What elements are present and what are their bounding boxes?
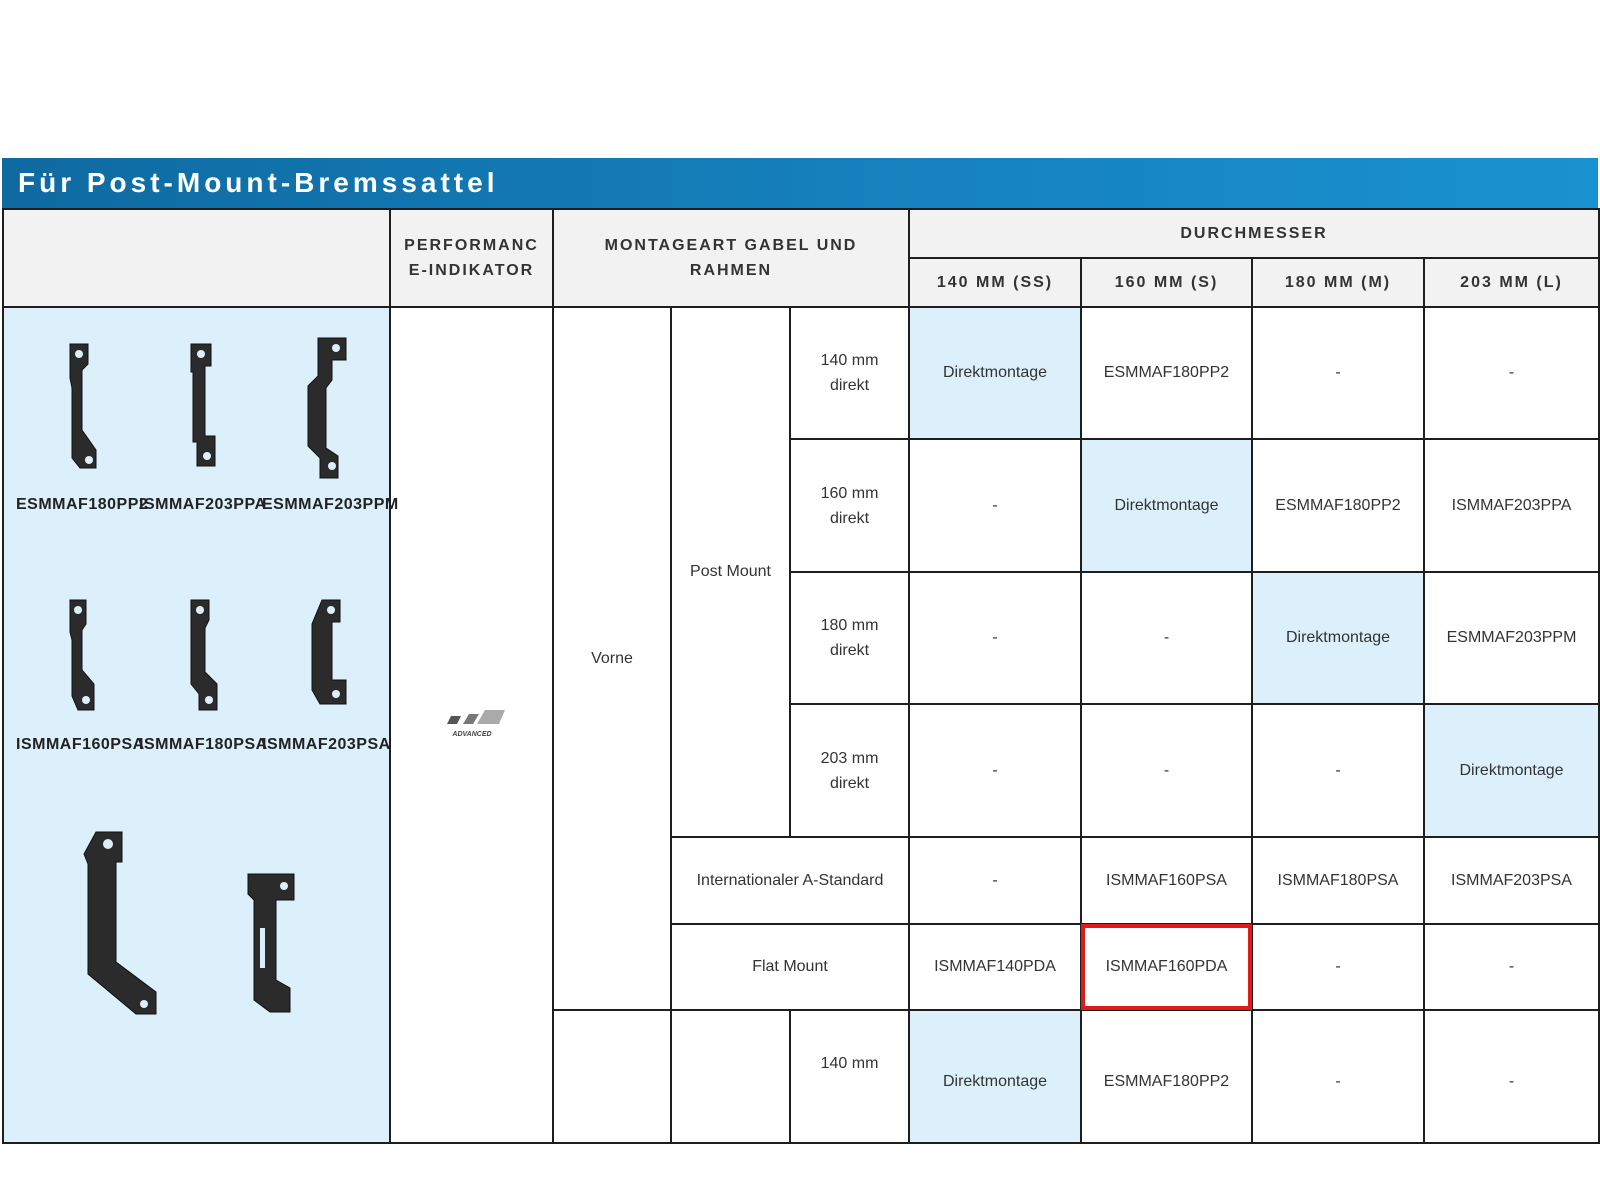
diameter-140-header: 140 MM (SS) [909,258,1081,307]
product-label: ISMMAF160PSA [16,736,145,753]
post-mount-cell: Post Mount [671,307,790,837]
adapter-bracket-icon [294,338,354,478]
row-flat-label: Flat Mount [671,924,909,1010]
adapter-bracket-icon [171,338,231,478]
products-header [3,209,390,307]
cell-203-160: - [1081,704,1252,836]
diameter-180-header: 180 MM (M) [1252,258,1424,307]
adapter-bracket-icon [48,598,108,718]
product-ismmaf160psa [16,598,145,757]
cell-140-160: ESMMAF180PP2 [1081,307,1252,439]
product-label: ISMMAF203PPA [139,496,267,513]
cell-160-180: ESMMAF180PP2 [1252,439,1424,571]
page-title: Für Post-Mount-Bremssattel [2,158,1598,208]
product-esmmaf203ppm [262,338,399,517]
cell-intl-203: ISMMAF203PSA [1424,837,1599,924]
durchmesser-header: DURCHMESSER [909,209,1599,258]
cell-180-140: - [909,572,1081,704]
performance-indicator-cell [390,307,553,1143]
svg-text:ADVANCED: ADVANCED [451,731,492,738]
next-cell-140-180: - [1252,1010,1424,1143]
row-intl-label: Internationaler A-Standard [671,837,909,924]
products-cell [3,307,399,1143]
row-180-label: 180 mm direkt [790,572,909,704]
flat-mount-adapter-image-2 [238,868,308,1023]
cell-140-140: Direktmontage [909,307,1081,439]
montage-header: MONTAGEART GABEL UND RAHMEN [553,209,909,307]
cell-intl-140: - [909,837,1081,924]
cell-160-203: ISMMAF203PPA [1424,439,1599,571]
flat-mount-bracket-icon [238,868,308,1018]
product-label: ESMMAF203PPM [262,496,399,513]
adapter-bracket-icon [171,598,231,718]
row-160-label: 160 mm direkt [790,439,909,571]
product-ismmaf180psa [139,598,268,757]
row-140-label: 140 mm direkt [790,307,909,439]
cell-intl-160: ISMMAF160PSA [1081,837,1252,924]
next-row-140-label: 140 mm [790,1010,909,1143]
product-label: ISMMAF180PSA [139,736,268,753]
cell-160-160: Direktmontage [1081,439,1252,571]
product-esmmaf180pp2 [16,338,149,517]
advanced-logo-icon [437,710,507,740]
next-cell-140-160: ESMMAF180PP2 [1081,1010,1252,1143]
adapter-bracket-icon [48,338,108,478]
flat-mount-bracket-icon [78,828,168,1018]
cell-160-140: - [909,439,1081,571]
cell-180-160: - [1081,572,1252,704]
next-cell-140-140: Direktmontage [909,1010,1081,1143]
cell-flat-180: - [1252,924,1424,1010]
adapter-bracket-icon [294,598,354,718]
cell-180-180: Direktmontage [1252,572,1424,704]
next-cell-140-203: - [1424,1010,1599,1143]
row-203-label: 203 mm direkt [790,704,909,836]
cell-203-203: Direktmontage [1424,704,1599,836]
cell-intl-180: ISMMAF180PSA [1252,837,1424,924]
compatibility-table [2,208,1600,1144]
cell-flat-160-highlighted: ISMMAF160PDA [1081,924,1252,1010]
diameter-203-header: 203 MM (L) [1424,258,1599,307]
flat-mount-adapter-image [78,828,168,1023]
next-block-side-cell [553,1010,671,1143]
diameter-160-header: 160 MM (S) [1081,258,1252,307]
compatibility-table-frame [2,208,1598,1091]
cell-203-180: - [1252,704,1424,836]
product-ismmaf203psa [262,598,391,757]
next-block-mount-cell [671,1010,790,1143]
cell-140-180: - [1252,307,1424,439]
cell-180-203: ESMMAF203PPM [1424,572,1599,704]
cell-flat-203: - [1424,924,1599,1010]
vorne-cell: Vorne [553,307,671,1010]
cell-203-140: - [909,704,1081,836]
cell-140-203: - [1424,307,1599,439]
product-label: ISMMAF203PSA [262,736,391,753]
product-ismmaf203ppa [139,338,267,517]
cell-flat-140: ISMMAF140PDA [909,924,1081,1010]
performance-header: PERFORMANCE-INDIKATOR [390,209,553,307]
product-label: ESMMAF180PP2 [16,496,149,513]
